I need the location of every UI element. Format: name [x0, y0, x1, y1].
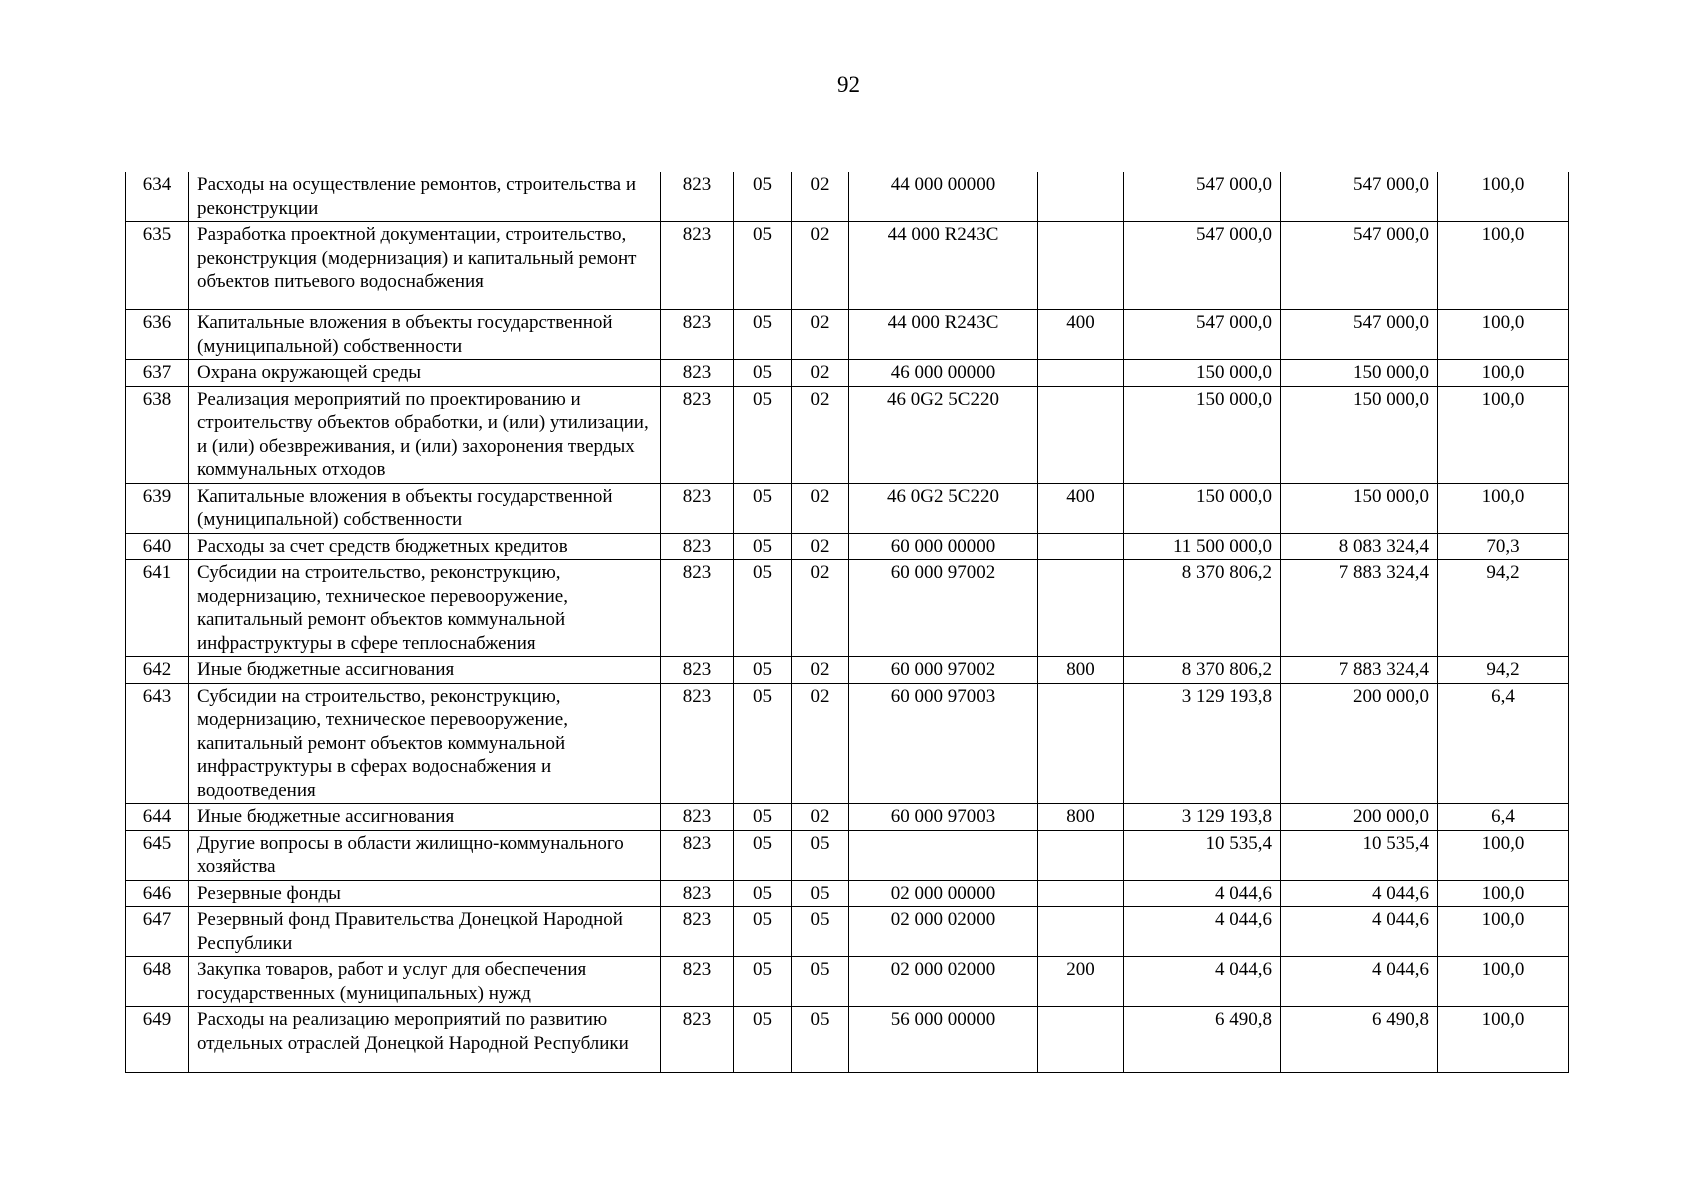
subsection-code-cell: 05	[792, 957, 849, 1007]
administrator-code-cell: 823	[661, 683, 734, 804]
target-article-cell: 56 000 00000	[849, 1007, 1038, 1073]
planned-amount-cell: 4 044,6	[1124, 907, 1281, 957]
planned-amount-cell: 10 535,4	[1124, 830, 1281, 880]
expense-type-cell	[1038, 360, 1124, 387]
administrator-code-cell: 823	[661, 310, 734, 360]
target-article-cell: 60 000 97003	[849, 804, 1038, 831]
section-code-cell: 05	[734, 560, 792, 657]
expense-type-cell	[1038, 1007, 1124, 1073]
percent-cell: 100,0	[1438, 172, 1569, 222]
expense-type-cell	[1038, 880, 1124, 907]
planned-amount-cell: 547 000,0	[1124, 172, 1281, 222]
expense-name-cell: Другие вопросы в области жилищно-коммунального хозяйства	[189, 830, 661, 880]
administrator-code-cell: 823	[661, 222, 734, 310]
actual-amount-cell: 4 044,6	[1281, 957, 1438, 1007]
expense-name-cell: Разработка проектной документации, строительство, реконструкция (модернизация) и капитальный ремонт объектов питьевого водоснабжения	[189, 222, 661, 310]
administrator-code-cell: 823	[661, 360, 734, 387]
administrator-code-cell: 823	[661, 172, 734, 222]
actual-amount-cell: 7 883 324,4	[1281, 560, 1438, 657]
row-number-cell: 645	[126, 830, 189, 880]
subsection-code-cell: 05	[792, 1007, 849, 1073]
subsection-code-cell: 02	[792, 657, 849, 684]
table-row	[126, 310, 1569, 360]
actual-amount-cell: 150 000,0	[1281, 360, 1438, 387]
subsection-code-cell: 02	[792, 222, 849, 310]
actual-amount-cell: 10 535,4	[1281, 830, 1438, 880]
row-number-cell: 642	[126, 657, 189, 684]
actual-amount-cell: 200 000,0	[1281, 804, 1438, 831]
table-row	[126, 360, 1569, 387]
expense-type-cell: 400	[1038, 310, 1124, 360]
section-code-cell: 05	[734, 533, 792, 560]
expense-type-cell	[1038, 560, 1124, 657]
row-number-cell: 636	[126, 310, 189, 360]
administrator-code-cell: 823	[661, 830, 734, 880]
target-article-cell: 60 000 97002	[849, 560, 1038, 657]
expense-name-cell: Реализация мероприятий по проектированию и строительству объектов обработки, и (или) утилизации, и (или) обезвреживания, и (или) захоронения твердых коммунальных отходов	[189, 386, 661, 483]
subsection-code-cell: 02	[792, 310, 849, 360]
section-code-cell: 05	[734, 830, 792, 880]
table-row	[126, 880, 1569, 907]
percent-cell: 100,0	[1438, 957, 1569, 1007]
section-code-cell: 05	[734, 386, 792, 483]
expense-type-cell	[1038, 907, 1124, 957]
actual-amount-cell: 547 000,0	[1281, 222, 1438, 310]
actual-amount-cell: 4 044,6	[1281, 907, 1438, 957]
table-row	[126, 657, 1569, 684]
table-body	[126, 172, 1569, 1073]
administrator-code-cell: 823	[661, 957, 734, 1007]
actual-amount-cell: 6 490,8	[1281, 1007, 1438, 1073]
row-number-cell: 643	[126, 683, 189, 804]
actual-amount-cell: 547 000,0	[1281, 172, 1438, 222]
administrator-code-cell: 823	[661, 483, 734, 533]
subsection-code-cell: 02	[792, 560, 849, 657]
expense-name-cell: Иные бюджетные ассигнования	[189, 804, 661, 831]
administrator-code-cell: 823	[661, 560, 734, 657]
percent-cell: 100,0	[1438, 222, 1569, 310]
target-article-cell: 44 000 R243C	[849, 310, 1038, 360]
target-article-cell: 46 000 00000	[849, 360, 1038, 387]
row-number-cell: 647	[126, 907, 189, 957]
expense-name-cell: Иные бюджетные ассигнования	[189, 657, 661, 684]
expense-type-cell: 800	[1038, 804, 1124, 831]
row-number-cell: 644	[126, 804, 189, 831]
actual-amount-cell: 4 044,6	[1281, 880, 1438, 907]
section-code-cell: 05	[734, 172, 792, 222]
actual-amount-cell: 150 000,0	[1281, 483, 1438, 533]
subsection-code-cell: 02	[792, 804, 849, 831]
planned-amount-cell: 4 044,6	[1124, 880, 1281, 907]
actual-amount-cell: 200 000,0	[1281, 683, 1438, 804]
subsection-code-cell: 02	[792, 386, 849, 483]
section-code-cell: 05	[734, 880, 792, 907]
target-article-cell: 02 000 02000	[849, 907, 1038, 957]
target-article-cell: 44 000 00000	[849, 172, 1038, 222]
row-number-cell: 634	[126, 172, 189, 222]
table-row	[126, 830, 1569, 880]
expense-name-cell: Субсидии на строительство, реконструкцию, модернизацию, техническое перевооружение, капитальный ремонт объектов коммунальной инфраструктуры в сфере теплоснабжения	[189, 560, 661, 657]
planned-amount-cell: 150 000,0	[1124, 360, 1281, 387]
percent-cell: 6,4	[1438, 804, 1569, 831]
expense-name-cell: Субсидии на строительство, реконструкцию, модернизацию, техническое перевооружение, капитальный ремонт объектов коммунальной инфраструктуры в сферах водоснабжения и водоотведения	[189, 683, 661, 804]
percent-cell: 94,2	[1438, 657, 1569, 684]
administrator-code-cell: 823	[661, 1007, 734, 1073]
planned-amount-cell: 8 370 806,2	[1124, 657, 1281, 684]
expense-name-cell: Резервные фонды	[189, 880, 661, 907]
administrator-code-cell: 823	[661, 907, 734, 957]
planned-amount-cell: 8 370 806,2	[1124, 560, 1281, 657]
row-number-cell: 646	[126, 880, 189, 907]
subsection-code-cell: 02	[792, 172, 849, 222]
section-code-cell: 05	[734, 1007, 792, 1073]
percent-cell: 100,0	[1438, 880, 1569, 907]
target-article-cell: 46 0G2 5C220	[849, 483, 1038, 533]
planned-amount-cell: 3 129 193,8	[1124, 683, 1281, 804]
target-article-cell	[849, 830, 1038, 880]
target-article-cell: 02 000 00000	[849, 880, 1038, 907]
row-number-cell: 638	[126, 386, 189, 483]
table-row	[126, 222, 1569, 310]
target-article-cell: 46 0G2 5C220	[849, 386, 1038, 483]
expense-type-cell	[1038, 172, 1124, 222]
subsection-code-cell: 05	[792, 907, 849, 957]
table-row	[126, 1007, 1569, 1073]
target-article-cell: 60 000 97002	[849, 657, 1038, 684]
subsection-code-cell: 02	[792, 360, 849, 387]
target-article-cell: 02 000 02000	[849, 957, 1038, 1007]
subsection-code-cell: 05	[792, 830, 849, 880]
subsection-code-cell: 02	[792, 483, 849, 533]
subsection-code-cell: 02	[792, 683, 849, 804]
expense-type-cell: 200	[1038, 957, 1124, 1007]
row-number-cell: 639	[126, 483, 189, 533]
expense-name-cell: Резервный фонд Правительства Донецкой Народной Республики	[189, 907, 661, 957]
planned-amount-cell: 6 490,8	[1124, 1007, 1281, 1073]
subsection-code-cell: 02	[792, 533, 849, 560]
planned-amount-cell: 547 000,0	[1124, 222, 1281, 310]
table-row	[126, 560, 1569, 657]
section-code-cell: 05	[734, 657, 792, 684]
actual-amount-cell: 547 000,0	[1281, 310, 1438, 360]
section-code-cell: 05	[734, 222, 792, 310]
administrator-code-cell: 823	[661, 880, 734, 907]
section-code-cell: 05	[734, 360, 792, 387]
planned-amount-cell: 11 500 000,0	[1124, 533, 1281, 560]
administrator-code-cell: 823	[661, 533, 734, 560]
expense-name-cell: Расходы на осуществление ремонтов, строительства и реконструкции	[189, 172, 661, 222]
row-number-cell: 635	[126, 222, 189, 310]
expense-name-cell: Капитальные вложения в объекты государственной (муниципальной) собственности	[189, 483, 661, 533]
target-article-cell: 60 000 97003	[849, 683, 1038, 804]
percent-cell: 94,2	[1438, 560, 1569, 657]
expense-name-cell: Закупка товаров, работ и услуг для обеспечения государственных (муниципальных) нужд	[189, 957, 661, 1007]
row-number-cell: 649	[126, 1007, 189, 1073]
row-number-cell: 648	[126, 957, 189, 1007]
expense-name-cell: Охрана окружающей среды	[189, 360, 661, 387]
actual-amount-cell: 150 000,0	[1281, 386, 1438, 483]
percent-cell: 100,0	[1438, 830, 1569, 880]
table-row	[126, 957, 1569, 1007]
target-article-cell: 60 000 00000	[849, 533, 1038, 560]
expense-type-cell: 400	[1038, 483, 1124, 533]
percent-cell: 100,0	[1438, 310, 1569, 360]
administrator-code-cell: 823	[661, 386, 734, 483]
expense-type-cell	[1038, 683, 1124, 804]
section-code-cell: 05	[734, 907, 792, 957]
expense-type-cell	[1038, 222, 1124, 310]
table-row	[126, 683, 1569, 804]
actual-amount-cell: 8 083 324,4	[1281, 533, 1438, 560]
table-row	[126, 172, 1569, 222]
planned-amount-cell: 150 000,0	[1124, 386, 1281, 483]
expense-name-cell: Капитальные вложения в объекты государственной (муниципальной) собственности	[189, 310, 661, 360]
expense-name-cell: Расходы на реализацию мероприятий по развитию отдельных отраслей Донецкой Народной Республики	[189, 1007, 661, 1073]
actual-amount-cell: 7 883 324,4	[1281, 657, 1438, 684]
planned-amount-cell: 547 000,0	[1124, 310, 1281, 360]
percent-cell: 100,0	[1438, 386, 1569, 483]
row-number-cell: 641	[126, 560, 189, 657]
percent-cell: 6,4	[1438, 683, 1569, 804]
percent-cell: 70,3	[1438, 533, 1569, 560]
percent-cell: 100,0	[1438, 483, 1569, 533]
table-row	[126, 907, 1569, 957]
table-row	[126, 804, 1569, 831]
table-row	[126, 533, 1569, 560]
planned-amount-cell: 150 000,0	[1124, 483, 1281, 533]
planned-amount-cell: 3 129 193,8	[1124, 804, 1281, 831]
percent-cell: 100,0	[1438, 360, 1569, 387]
administrator-code-cell: 823	[661, 657, 734, 684]
administrator-code-cell: 823	[661, 804, 734, 831]
expense-type-cell: 800	[1038, 657, 1124, 684]
planned-amount-cell: 4 044,6	[1124, 957, 1281, 1007]
expense-name-cell: Расходы за счет средств бюджетных кредитов	[189, 533, 661, 560]
expense-type-cell	[1038, 386, 1124, 483]
page-number: 92	[837, 72, 860, 97]
row-number-cell: 640	[126, 533, 189, 560]
section-code-cell: 05	[734, 483, 792, 533]
row-number-cell: 637	[126, 360, 189, 387]
section-code-cell: 05	[734, 683, 792, 804]
table-row	[126, 483, 1569, 533]
expense-type-cell	[1038, 533, 1124, 560]
table-row	[126, 386, 1569, 483]
percent-cell: 100,0	[1438, 1007, 1569, 1073]
target-article-cell: 44 000 R243C	[849, 222, 1038, 310]
section-code-cell: 05	[734, 310, 792, 360]
section-code-cell: 05	[734, 804, 792, 831]
expense-type-cell	[1038, 830, 1124, 880]
budget-table	[125, 172, 1569, 1073]
subsection-code-cell: 05	[792, 880, 849, 907]
percent-cell: 100,0	[1438, 907, 1569, 957]
section-code-cell: 05	[734, 957, 792, 1007]
